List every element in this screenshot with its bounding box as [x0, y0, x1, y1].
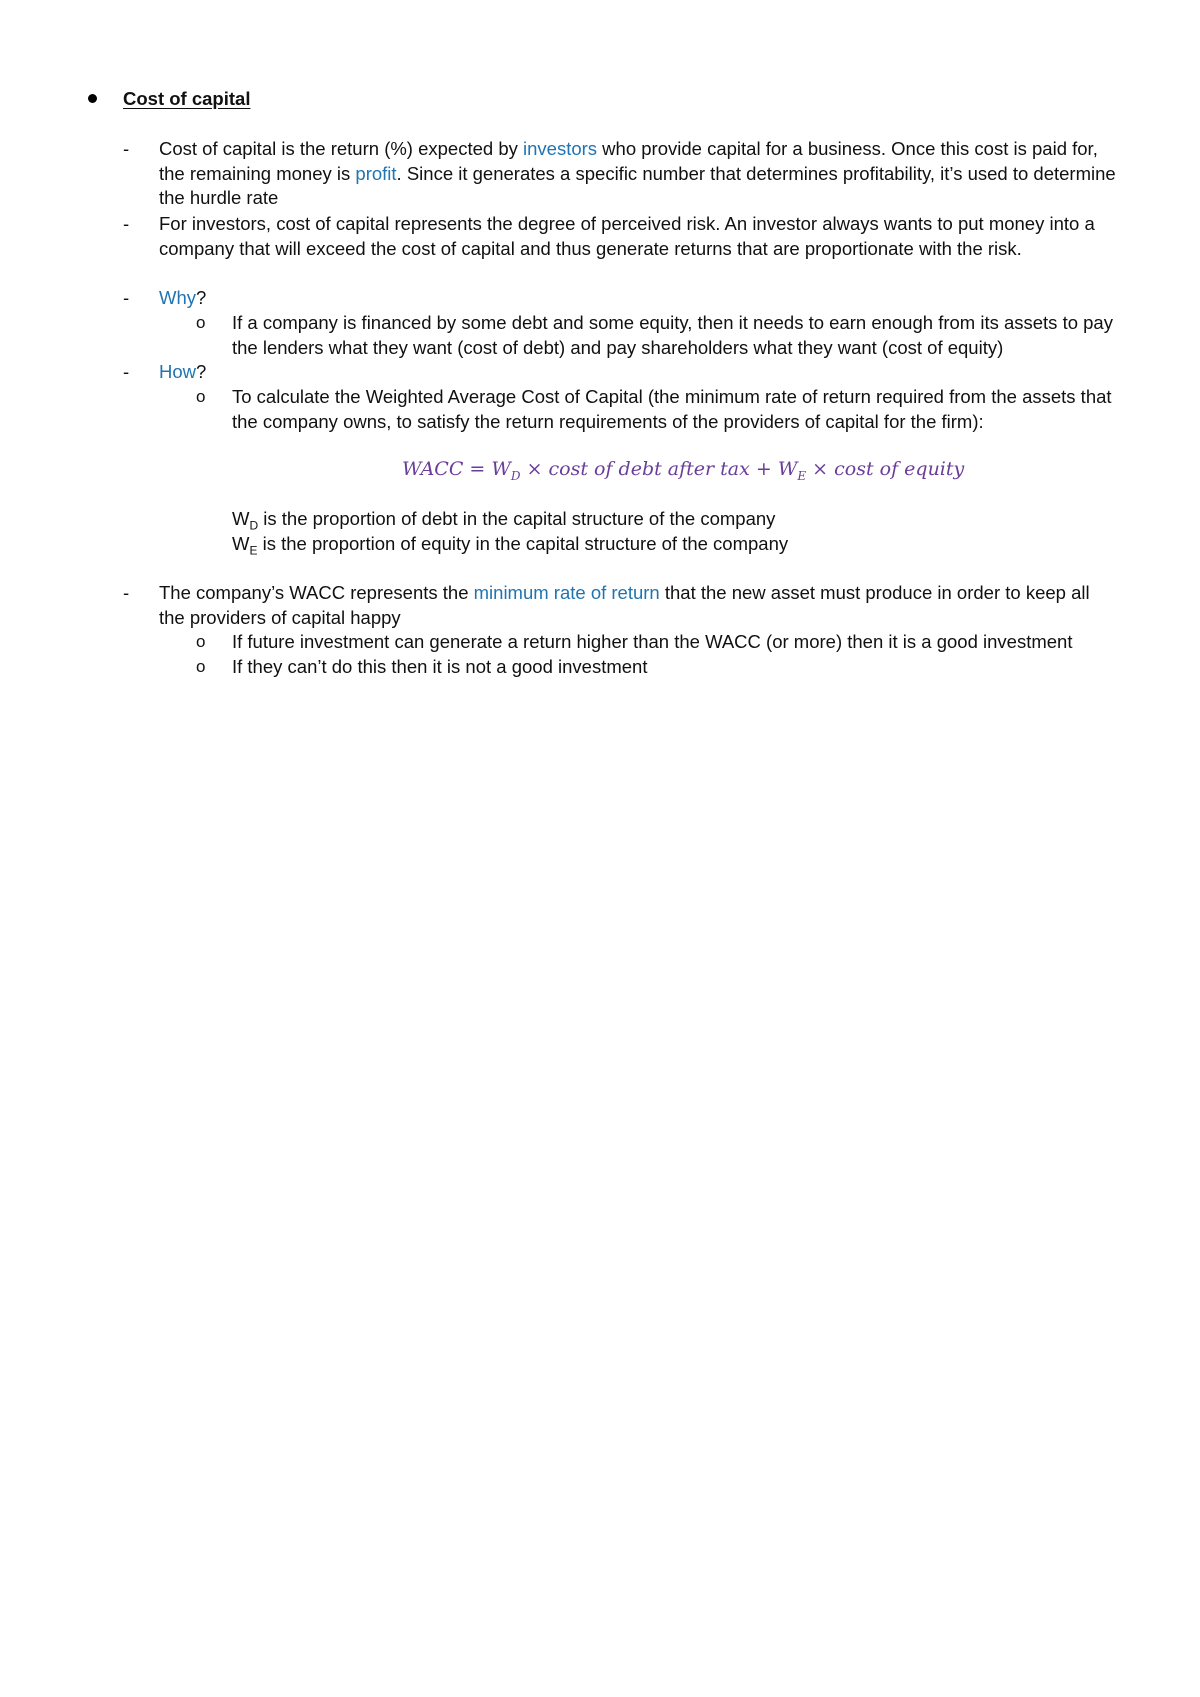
- list-item-good-investment: If future investment can generate a return higher than the WACC (or more) then it is a good investment: [232, 631, 1073, 652]
- circle-marker: o: [196, 387, 206, 406]
- circle-marker: o: [196, 313, 206, 332]
- paragraph-cost-of-capital-definition: Cost of capital is the return (%) expected by investors who provide capital for a business. Once this cost is paid for, the remaining money is profit. Since it generates a specific number that determines profitability, it’s used to determine the hurdle rate: [159, 138, 1116, 208]
- dash-marker: -: [123, 138, 130, 159]
- dash-marker: -: [123, 287, 130, 308]
- term-profit: profit: [355, 162, 397, 184]
- paragraph-wacc-meaning: The company’s WACC represents the minimum rate of return that the new asset must produce in order to keep all the providers of capital happy: [159, 582, 1090, 628]
- paragraph-investor-risk: For investors, cost of capital represents the degree of perceived risk. An investor always wants to put money into a company that will exceed the cost of capital and thus generate returns that are proportionate with the risk.: [159, 213, 1095, 259]
- term-investors: investors: [523, 138, 598, 159]
- definition-we: $W_E$ is the proportion of equity in the capital structure of the company: [232, 533, 789, 558]
- why-explanation: If a company is financed by some debt and some equity, then it needs to earn enough from its assets to pay the lenders what they want (cost of debt) and pay shareholders what they want (cost of equity): [232, 312, 1113, 358]
- how-label: How?: [159, 361, 207, 382]
- how-explanation: To calculate the Weighted Average Cost of Capital (the minimum rate of return required from the assets that the company owns, to satisfy the return requirements of the providers of capital for the firm):: [232, 386, 1112, 432]
- bullet-icon: [88, 94, 97, 103]
- dash-marker: -: [123, 361, 130, 382]
- why-label: Why?: [159, 287, 207, 308]
- circle-marker: o: [196, 632, 206, 651]
- term-minimum-rate-of-return: minimum rate of return: [473, 582, 660, 603]
- circle-marker: o: [196, 657, 206, 676]
- section-heading: Cost of capital: [123, 88, 251, 109]
- dash-marker: -: [123, 582, 130, 603]
- dash-marker: -: [123, 213, 130, 234]
- wacc-formula: WACC = $W_D \times \cos t$ of debt after tax + $W_E \times \cos t$ of equity: [402, 458, 965, 483]
- list-item-not-good-investment: If they can’t do this then it is not a good investment: [232, 656, 648, 677]
- definition-wd: $W_D$ is the proportion of debt in the capital structure of the company: [232, 508, 776, 533]
